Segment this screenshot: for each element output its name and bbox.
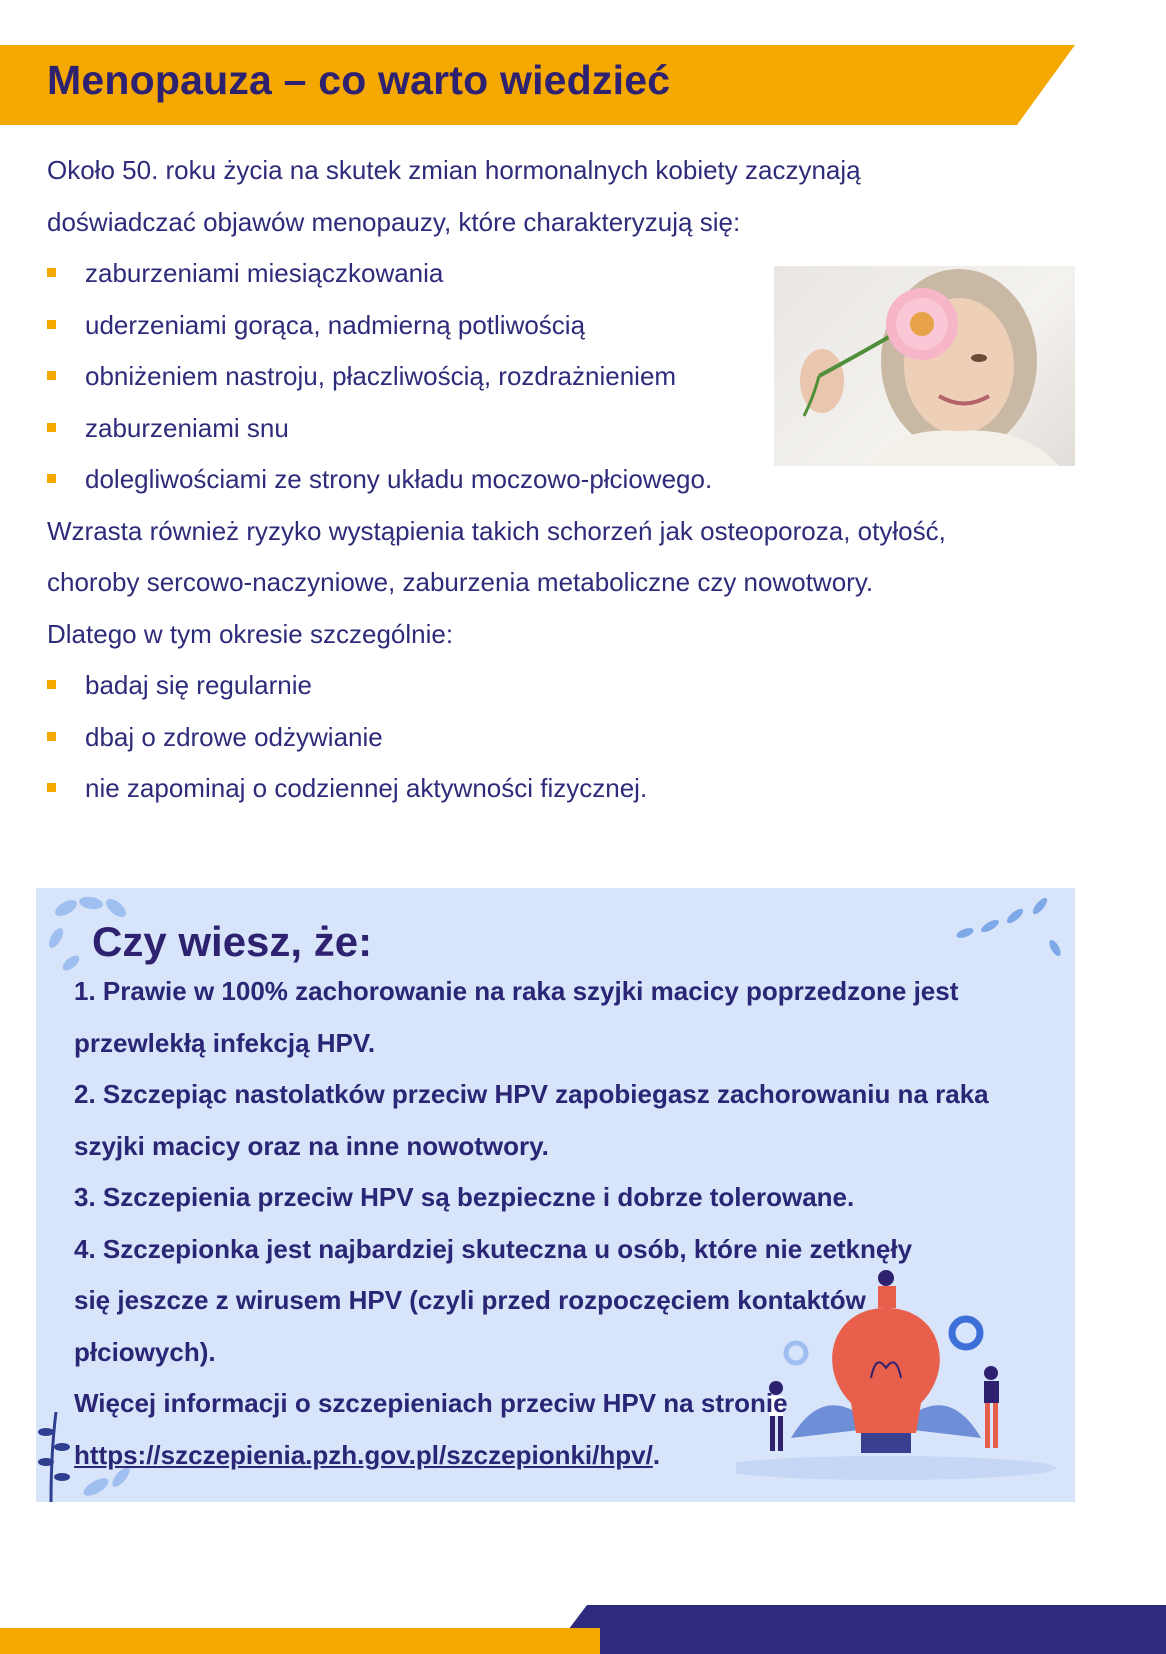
bullet-square-icon (47, 320, 56, 329)
intro-line: doświadczać objawów menopauzy, które charakteryzują się: (47, 206, 741, 237)
bullet-square-icon (47, 732, 56, 741)
list-item: badaj się regularnie (47, 660, 1087, 712)
intro-line: Około 50. roku życia na skutek zmian hormonalnych kobiety zaczynają (47, 155, 861, 185)
advice-list (47, 660, 1087, 815)
link-suffix: . (652, 1439, 661, 1470)
list-item: nie zapominaj o codziennej aktywności fizycznej. (47, 763, 1087, 815)
bullet-square-icon (47, 268, 56, 277)
fact-line: 3. Szczepienia przeciw HPV są bezpieczne i dobrze tolerowane. (74, 1182, 855, 1212)
fact-line: 1. Prawie w 100% zachorowanie na raka szyjki macicy poprzedzone jest (74, 976, 959, 1006)
bullet-square-icon (47, 783, 56, 792)
did-you-know-box (36, 888, 1075, 1502)
fact-line: Więcej informacji o szczepieniach przeciw HPV na stronie (74, 1388, 788, 1418)
bullet-square-icon (47, 474, 56, 483)
facts-list (74, 966, 1034, 1481)
footer-yellow-band (0, 1628, 600, 1654)
risk-line: Wzrasta również ryzyko wystąpienia takich schorzeń jak osteoporoza, otyłość, (47, 515, 946, 546)
fact-line: płciowych). (74, 1336, 216, 1367)
bullet-square-icon (47, 680, 56, 689)
list-item: dolegliwościami ze strony układu moczowo-płciowego. (47, 454, 1087, 506)
fact-line: szyjki macicy oraz na inne nowotwory. (74, 1130, 549, 1161)
list-item: uderzeniami gorąca, nadmierną potliwością (47, 300, 1087, 352)
list-item: zaburzeniami snu (47, 403, 1087, 455)
fact-line: 4. Szczepionka jest najbardziej skuteczna u osób, które nie zetknęły (74, 1233, 913, 1264)
link-line (74, 1430, 1034, 1482)
footer-navy-band (550, 1605, 1166, 1654)
main-content (47, 145, 1087, 815)
hpv-info-link[interactable]: https://szczepienia.pzh.gov.pl/szczepionki/hpv/ (74, 1439, 653, 1470)
fact-line: się jeszcze z wirusem HPV (czyli przed rozpoczęciem kontaktów (74, 1285, 866, 1315)
bullet-square-icon (47, 371, 56, 380)
list-item: dbaj o zdrowe odżywianie (47, 712, 1087, 764)
woman-with-flower-photo (774, 266, 1075, 466)
page-title: Menopauza – co warto wiedzieć (47, 57, 671, 103)
risk-line: Dlatego w tym okresie szczególnie: (47, 618, 454, 649)
facts-title: Czy wiesz, że: (92, 918, 373, 965)
fact-line: przewlekłą infekcją HPV. (74, 1027, 376, 1058)
list-item: zaburzeniami miesiączkowania (47, 248, 1087, 300)
fact-line: 2. Szczepiąc nastolatków przeciw HPV zapobiegasz zachorowaniu na raka (74, 1079, 989, 1109)
bullet-square-icon (47, 423, 56, 432)
risk-line: choroby sercowo-naczyniowe, zaburzenia metaboliczne czy nowotwory. (47, 567, 874, 597)
list-item: obniżeniem nastroju, płaczliwością, rozdrażnieniem (47, 351, 1087, 403)
